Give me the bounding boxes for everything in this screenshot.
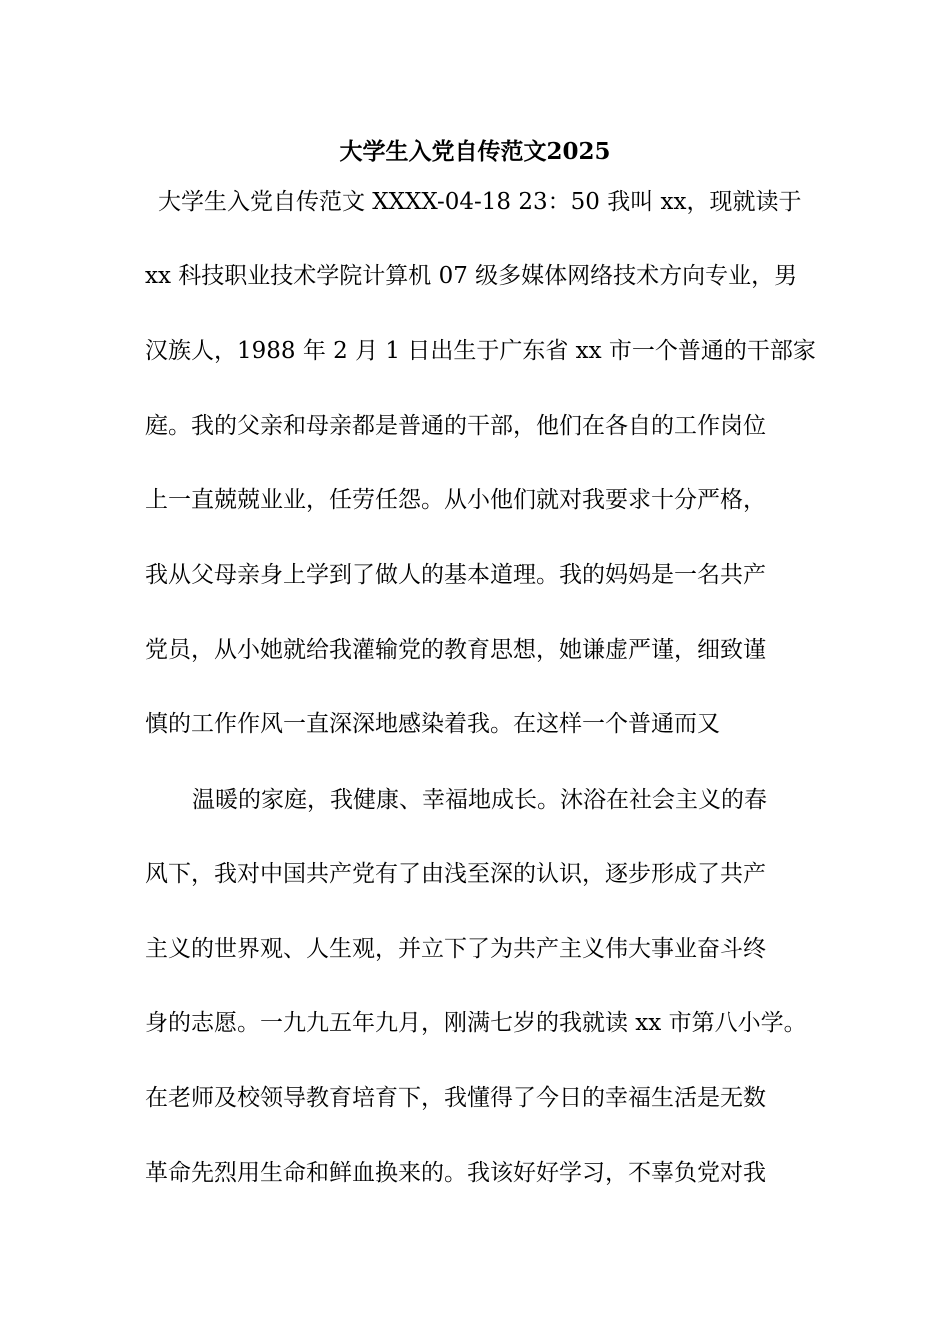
text-line-6: 我从父母亲身上学到了做人的基本道理。我的妈妈是一名共产 <box>145 562 766 588</box>
text-line-11: 主义的世界观、人生观，并立下了为共产主义伟大事业奋斗终 <box>145 936 766 962</box>
document-title: 大学生入党自传范文2025 <box>339 138 611 165</box>
text-line-7: 党员，从小她就给我灌输党的教育思想，她谦虚严谨，细致谨 <box>145 637 766 663</box>
text-line-10: 风下，我对中国共产党有了由浅至深的认识，逐步形成了共产 <box>145 861 766 887</box>
text-line-14: 革命先烈用生命和鲜血换来的。我该好好学习，不辜负党对我 <box>145 1160 766 1186</box>
text-line-3: 汉族人，1988 年 2 月 1 日出生于广东省 xx 市一个普通的干部家 <box>145 338 816 364</box>
text-line-5: 上一直兢兢业业，任劳任怨。从小他们就对我要求十分严格， <box>145 487 766 513</box>
text-line-12: 身的志愿。一九九五年九月，刚满七岁的我就读 xx 市第八小学。 <box>145 1010 807 1036</box>
text-line-9: 温暖的家庭，我健康、幸福地成长。沐浴在社会主义的春 <box>192 787 767 813</box>
text-line-1: 大学生入党自传范文 XXXX-04-18 23：50 我叫 xx，现就读于 <box>158 189 802 215</box>
text-line-13: 在老师及校领导教育培育下，我懂得了今日的幸福生活是无数 <box>145 1085 766 1111</box>
text-line-8: 慎的工作作风一直深深地感染着我。在这样一个普通而又 <box>145 711 720 737</box>
text-line-2: xx 科技职业技术学院计算机 07 级多媒体网络技术方向专业，男 <box>145 263 798 289</box>
text-line-4: 庭。我的父亲和母亲都是普通的干部，他们在各自的工作岗位 <box>145 413 766 439</box>
